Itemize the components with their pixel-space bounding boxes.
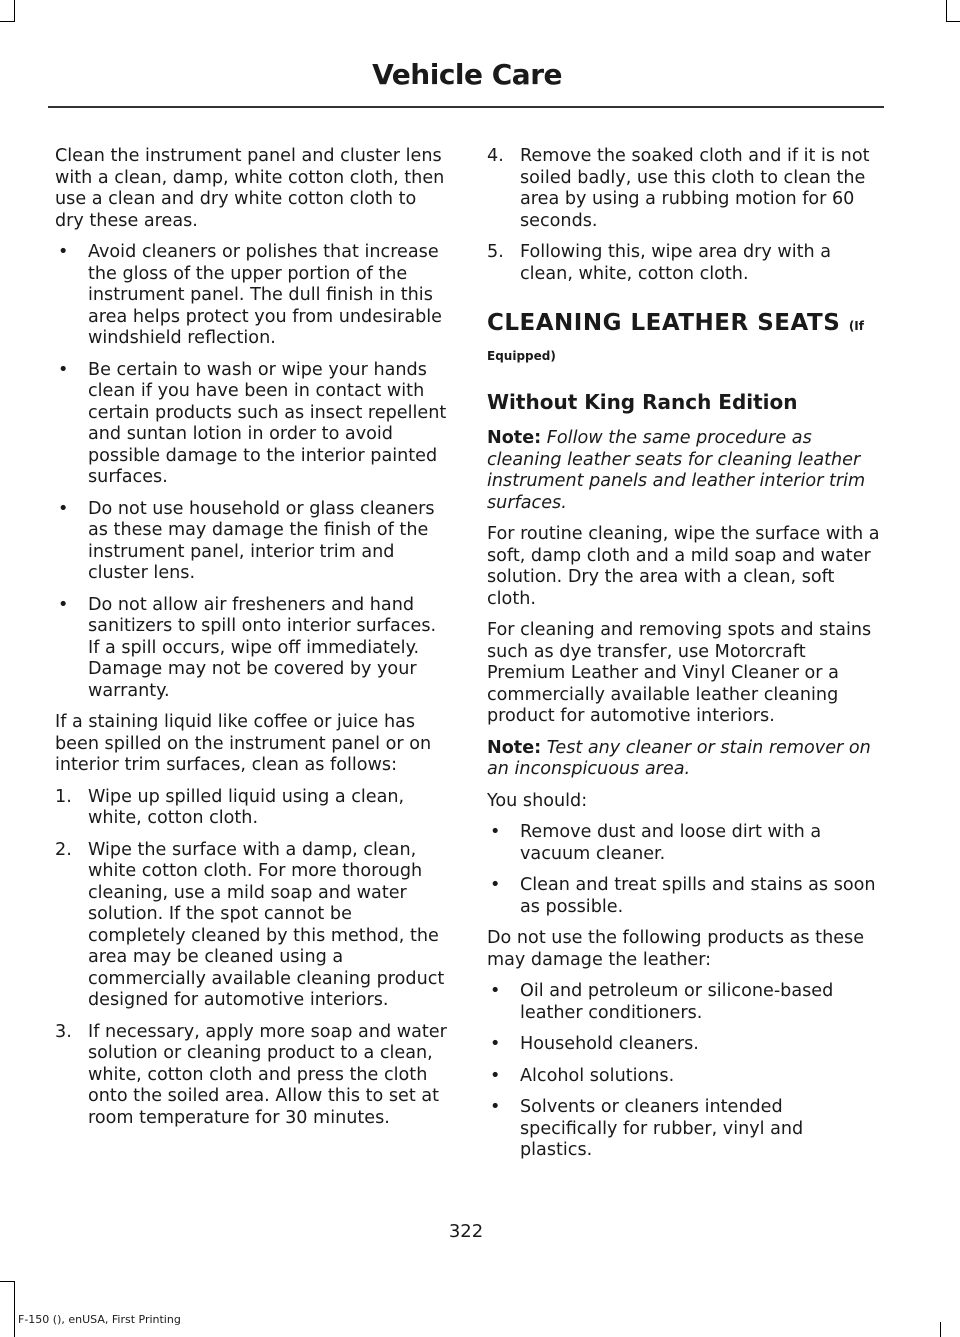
crop-mark-top-right-vertical <box>946 0 947 22</box>
section-title-suffix: (If <box>848 319 864 333</box>
note-paragraph <box>487 738 880 781</box>
note-label: Note: <box>487 737 542 758</box>
bullet-marker: • <box>490 875 501 895</box>
crop-mark-bottom-left-horizontal <box>0 1281 15 1282</box>
list-item: • Do not allow air fresheners and hand sanitizers to spill onto interior surfaces. If a spill occurs, wipe off immediately. Damage may not be covered by your warranty. <box>58 594 437 701</box>
list-item: • Avoid cleaners or polishes that increase the gloss of the upper portion of the instrument panel. The dull finish in this area helps protect you from undesirable windshield reflection. <box>58 242 442 348</box>
list-item: • Alcohol solutions. <box>490 1065 675 1086</box>
intro-paragraph: Clean the instrument panel and cluster lens with a clean, damp, white cotton cloth, then use a clean and dry white cotton cloth to dry these areas. <box>55 146 445 231</box>
step-number: 3. <box>55 1021 72 1042</box>
footer-edition-text: F-150 (), enUSA, First Printing <box>18 1313 181 1326</box>
bullet-marker: • <box>490 1097 501 1117</box>
you-should-list <box>487 822 880 918</box>
crop-mark-bottom-left-vertical <box>14 1281 15 1337</box>
crop-mark-top-left-vertical <box>14 0 15 22</box>
section-title: CLEANING LEATHER SEATS (If <box>487 310 864 336</box>
list-item: 5. Following this, wipe area dry with a clean, white, cotton cloth. <box>487 242 832 284</box>
list-item: • Clean and treat spills and stains as soon as possible. <box>490 875 876 917</box>
staining-steps-list <box>55 787 448 1130</box>
crop-mark-bottom-right-vertical <box>940 1322 941 1337</box>
avoid-products-list <box>487 981 880 1162</box>
page-number: 322 <box>448 1221 484 1242</box>
step-number: 2. <box>55 839 72 860</box>
crop-mark-top-right-horizontal <box>946 21 960 22</box>
bullet-marker: • <box>490 981 501 1001</box>
staining-intro-paragraph: If a staining liquid like coffee or juice has been spilled on the instrument panel or on interior trim surfaces, clean as follows: <box>55 712 432 775</box>
step-number: 1. <box>55 786 72 807</box>
list-item: 3. If necessary, apply more soap and water solution or cleaning product to a clean, white, cotton cloth and press the cloth onto the soiled area. Allow this to set at room temperature for 30 minutes. <box>55 1021 447 1128</box>
subsection-title: Without King Ranch Edition <box>487 390 798 414</box>
bullet-marker: • <box>58 359 69 380</box>
list-item: • Solvents or cleaners intended specifically for rubber, vinyl and plastics. <box>490 1097 804 1160</box>
list-item: • Be certain to wash or wipe your hands clean if you have been in contact with certain products such as insect repellent and suntan lotion in order to avoid possible damage to the interior painted surfaces. <box>58 359 447 487</box>
bullet-marker: • <box>490 822 501 842</box>
list-item: 1. Wipe up spilled liquid using a clean, white, cotton cloth. <box>55 786 405 828</box>
spot-cleaning-paragraph: For cleaning and removing spots and stains such as dye transfer, use Motorcraft Premium Leather and Vinyl Cleaner or a commercially available leather cleaning product for automotive interiors. <box>487 620 872 726</box>
right-column <box>487 146 880 1172</box>
routine-cleaning-paragraph: For routine cleaning, wipe the surface with a soft, damp cloth and a mild soap and water solution. Dry the area with a clean, soft cloth. <box>487 524 880 609</box>
header-rule <box>48 106 884 108</box>
bullet-marker: • <box>58 594 69 615</box>
left-column <box>55 146 448 1139</box>
list-item: • Household cleaners. <box>490 1034 699 1054</box>
note-text: Test any cleaner or stain remover on an inconspicuous area. <box>487 737 871 779</box>
bullet-marker: • <box>58 498 69 519</box>
staining-steps-list-continued <box>487 146 880 285</box>
note-label: Note: <box>487 428 542 448</box>
step-number: 4. <box>487 146 504 166</box>
section-title-equipped: Equipped) <box>487 349 556 363</box>
step-number: 5. <box>487 242 504 262</box>
bullet-marker: • <box>58 242 69 262</box>
bullet-marker: • <box>490 1065 501 1086</box>
do-not-use-paragraph: Do not use the following products as these may damage the leather: <box>487 928 865 970</box>
crop-mark-top-left-horizontal <box>0 21 15 22</box>
note-paragraph <box>487 428 880 514</box>
bullet-marker: • <box>490 1034 501 1054</box>
list-item: 2. Wipe the surface with a damp, clean, white cotton cloth. For more thorough cleaning, use a mild soap and water solution. If the spot cannot be completely cleaned by this method, the area may be cleaned using a commercially available cleaning product designed for automotive interiors. <box>55 839 445 1010</box>
list-item: 4. Remove the soaked cloth and if it is not soiled badly, use this cloth to clean the area by using a rubbing motion for 60 seconds. <box>487 146 870 231</box>
list-item: • Do not use household or glass cleaners as these may damage the finish of the instrument panel, interior trim and cluster lens. <box>58 498 435 583</box>
page-header-title: Vehicle Care <box>372 58 562 91</box>
list-item: • Oil and petroleum or silicone-based leather conditioners. <box>490 981 834 1023</box>
cleaning-precautions-list <box>55 242 448 702</box>
note-text: Follow the same procedure as cleaning leather seats for cleaning leather instrument panels and leather interior trim surfaces. <box>487 428 866 513</box>
you-should-paragraph: You should: <box>487 790 588 811</box>
list-item: • Remove dust and loose dirt with a vacuum cleaner. <box>490 822 822 864</box>
